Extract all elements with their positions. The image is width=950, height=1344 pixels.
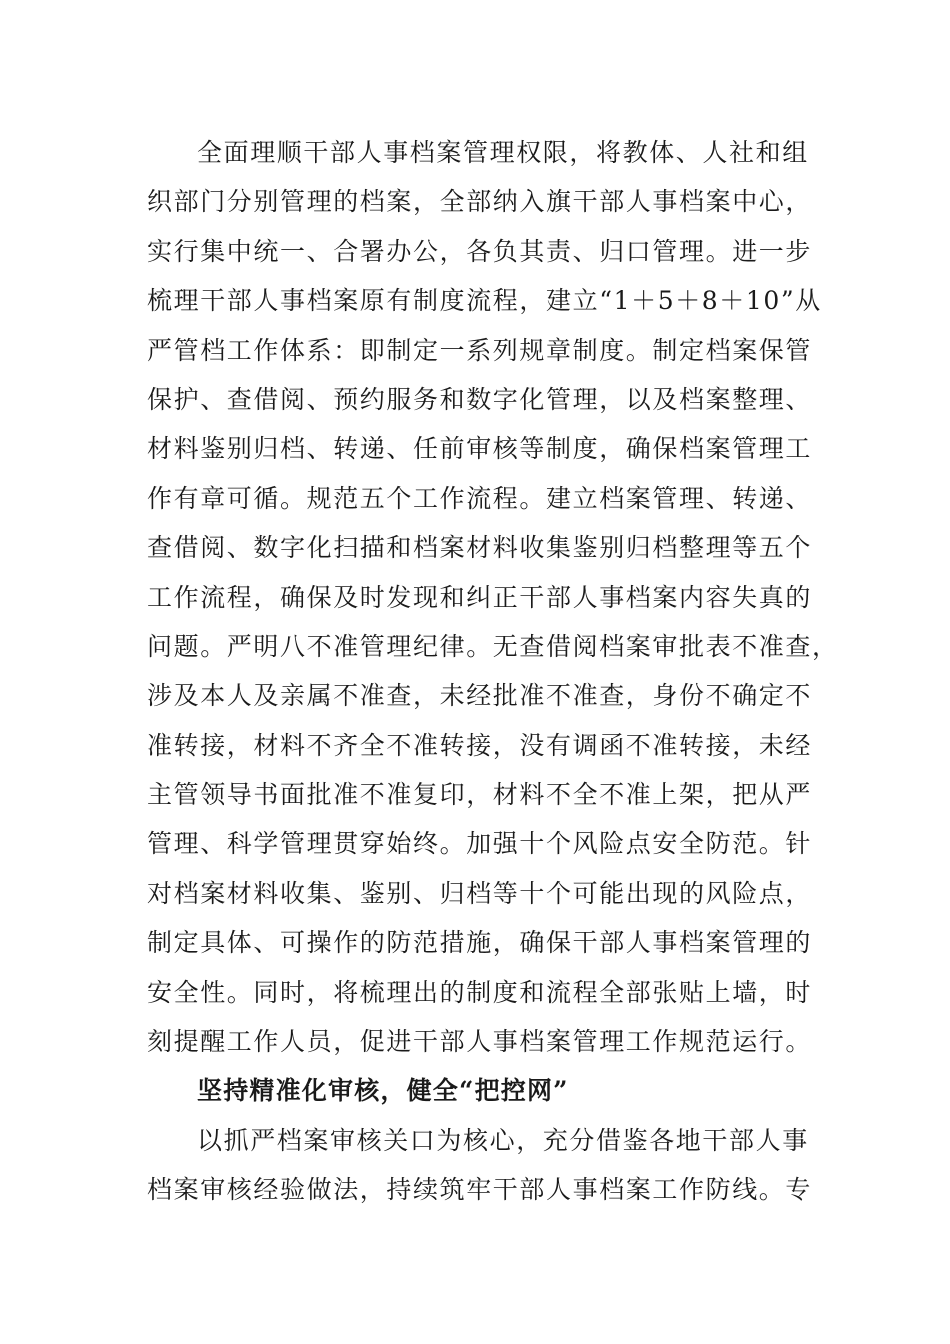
paragraph-line: 档案审核经验做法，持续筑牢干部人事档案工作防线。专 (147, 1175, 813, 1205)
paragraph-line: 问题。严明八不准管理纪律。无查借阅档案审批表不准查， (147, 631, 839, 661)
paragraph-line: 以抓严档案审核关口为核心，充分借鉴各地干部人事 (197, 1125, 809, 1155)
paragraph-line: 实行集中统一、合署办公，各负其责、归口管理。进一步 (147, 236, 813, 266)
section-heading: 坚持精准化审核，健全“把控网” (197, 1076, 569, 1106)
paragraph-line: 制定具体、可操作的防范措施，确保干部人事档案管理的 (147, 928, 813, 958)
paragraph-line: 作有章可循。规范五个工作流程。建立档案管理、转递、 (147, 483, 813, 513)
paragraph-line: 织部门分别管理的档案，全部纳入旗干部人事档案中心， (147, 187, 813, 217)
paragraph-line: 刻提醒工作人员，促进干部人事档案管理工作规范运行。 (147, 1027, 813, 1057)
paragraph-line: 查借阅、数字化扫描和档案材料收集鉴别归档整理等五个 (147, 533, 813, 563)
paragraph-line: 梳理干部人事档案原有制度流程，建立“1＋5＋8＋10”从 (147, 286, 822, 316)
paragraph-line: 主管领导书面批准不准复印，材料不全不准上架，把从严 (147, 780, 813, 810)
paragraph-line: 管理、科学管理贯穿始终。加强十个风险点安全防范。针 (147, 829, 813, 859)
paragraph-line: 对档案材料收集、鉴别、归档等十个可能出现的风险点， (147, 878, 813, 908)
paragraph-line: 材料鉴别归档、转递、任前审核等制度，确保档案管理工 (147, 434, 813, 464)
paragraph-line: 严管档工作体系：即制定一系列规章制度。制定档案保管 (147, 335, 813, 365)
paragraph-line: 安全性。同时，将梳理出的制度和流程全部张贴上墙，时 (147, 977, 813, 1007)
document-body (147, 128, 839, 1215)
paragraph-line: 涉及本人及亲属不准查，未经批准不准查，身份不确定不 (147, 681, 813, 711)
paragraph-line: 全面理顺干部人事档案管理权限，将教体、人社和组 (197, 138, 809, 167)
paragraph-line: 保护、查借阅、预约服务和数字化管理，以及档案整理、 (147, 384, 813, 414)
paragraph-line: 准转接，材料不齐全不准转接，没有调函不准转接，未经 (147, 730, 813, 760)
paragraph-line: 工作流程，确保及时发现和纠正干部人事档案内容失真的 (147, 582, 813, 612)
